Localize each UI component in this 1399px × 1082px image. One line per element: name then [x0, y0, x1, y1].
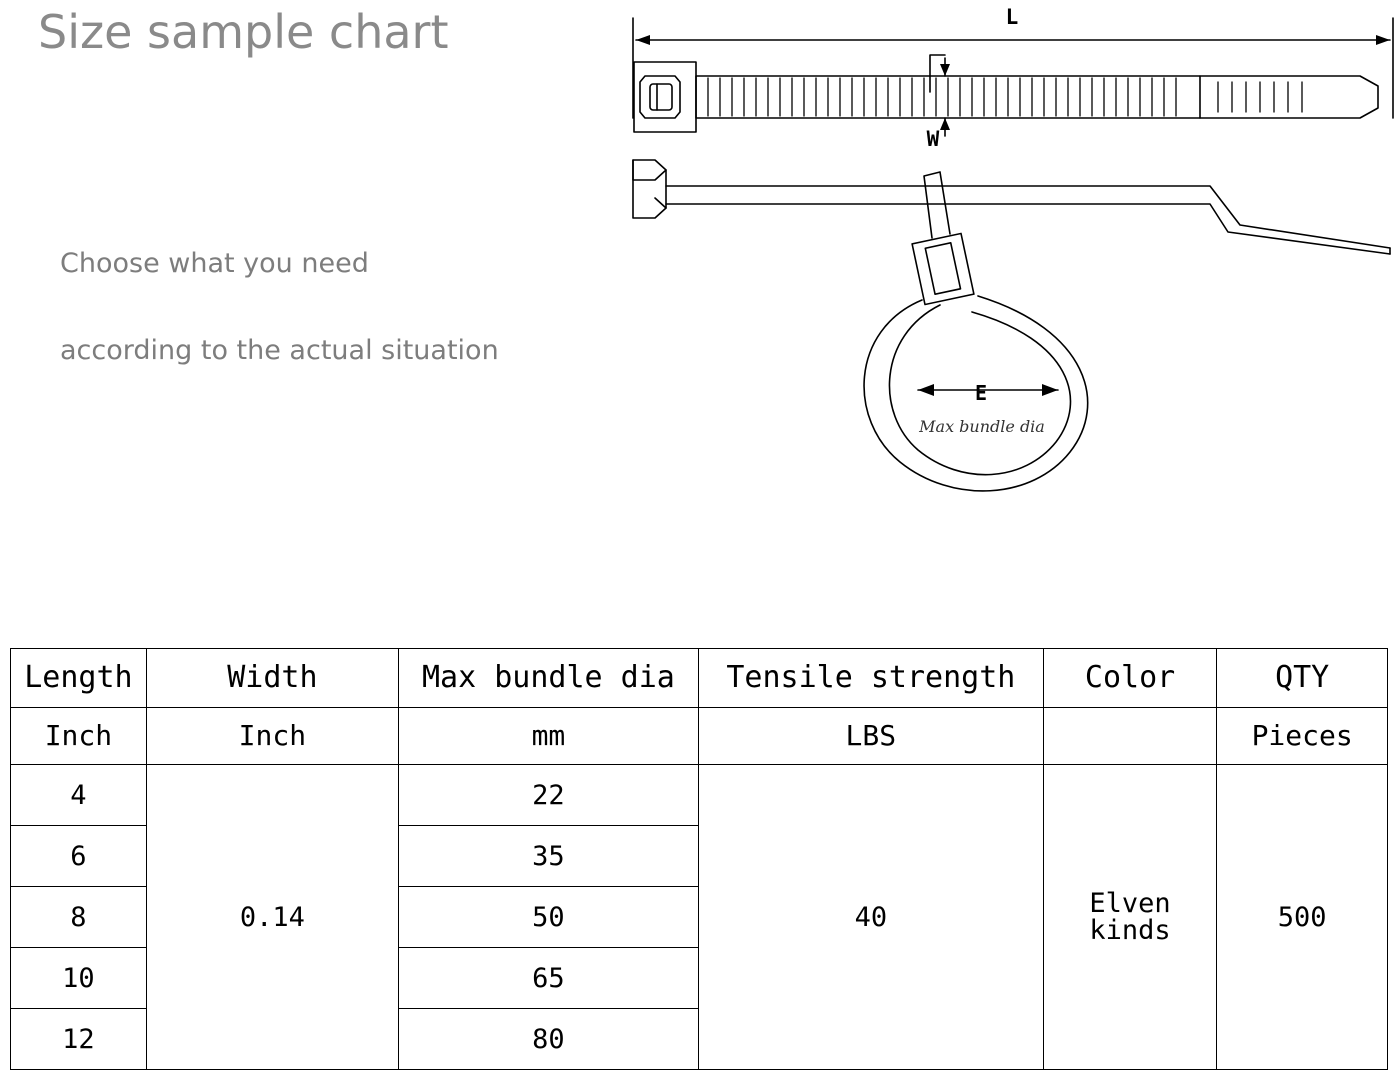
cell-length: 8: [11, 887, 147, 948]
header-width: Width: [146, 649, 398, 708]
cell-qty: 500: [1217, 765, 1388, 1070]
cell-length: 4: [11, 765, 147, 826]
unit-length: Inch: [11, 708, 147, 765]
header-length: Length: [11, 649, 147, 708]
unit-width: Inch: [146, 708, 398, 765]
header-qty: QTY: [1217, 649, 1388, 708]
table-row: [11, 765, 1388, 826]
cell-length: 12: [11, 1009, 147, 1070]
header-tensile-strength: Tensile strength: [698, 649, 1043, 708]
unit-tensile-strength: LBS: [698, 708, 1043, 765]
header-color: Color: [1043, 649, 1217, 708]
cell-max-bundle-dia: 22: [398, 765, 698, 826]
unit-color: [1043, 708, 1217, 765]
cell-max-bundle-dia: 50: [398, 887, 698, 948]
label-length: L: [1005, 5, 1019, 29]
label-bundle-dia-caption: Max bundle dia: [919, 417, 1045, 436]
cell-width: 0.14: [146, 765, 398, 1070]
table-unit-row: [11, 708, 1388, 765]
table-header-row: [11, 649, 1388, 708]
cell-max-bundle-dia: 35: [398, 826, 698, 887]
cell-max-bundle-dia: 65: [398, 948, 698, 1009]
spec-table-wrapper: [10, 648, 1388, 1070]
subtitle-line-1: Choose what you need: [60, 248, 369, 279]
cable-tie-diagram: [600, 0, 1399, 540]
label-width: W: [926, 127, 940, 151]
label-bundle-dia: E: [974, 381, 988, 405]
unit-qty: Pieces: [1217, 708, 1388, 765]
cell-max-bundle-dia: 80: [398, 1009, 698, 1070]
cell-tensile-strength: 40: [698, 765, 1043, 1070]
cell-color: Elven kinds: [1043, 765, 1217, 1070]
page-title: Size sample chart: [38, 5, 449, 59]
header-max-bundle-dia: Max bundle dia: [398, 649, 698, 708]
cell-length: 6: [11, 826, 147, 887]
subtitle-line-2: according to the actual situation: [60, 335, 499, 366]
unit-max-bundle-dia: mm: [398, 708, 698, 765]
spec-table: [10, 648, 1388, 1070]
cell-length: 10: [11, 948, 147, 1009]
